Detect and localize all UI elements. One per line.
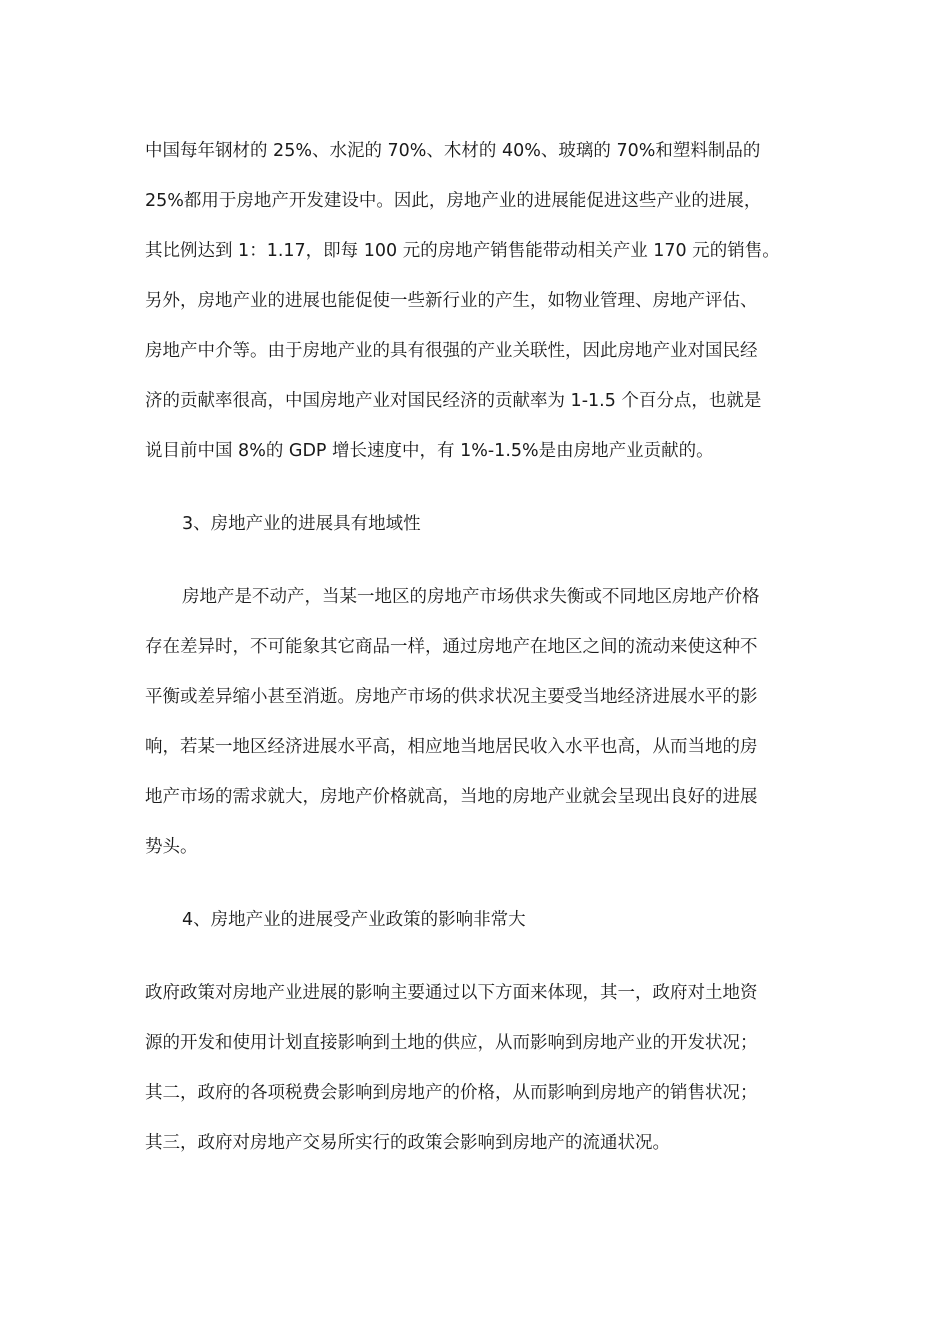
text-line: 25%都用于房地产开发建设中。因此，房地产业的进展能促进这些产业的进展，: [145, 191, 762, 211]
text-line: 济的贡献率很高，中国房地产业对国民经济的贡献率为 1-1.5 个百分点，也就是: [145, 391, 762, 411]
section-heading-regionality: 3、房地产业的进展具有地域性: [182, 514, 421, 534]
text-line: 响，若某一地区经济进展水平高，相应地当地居民收入水平也高，从而当地的房: [145, 737, 758, 757]
text-line: 势头。: [145, 837, 198, 857]
text-line: 其比例达到 1：1.17，即每 100 元的房地产销售能带动相关产业 170 元的销售。: [145, 241, 780, 261]
text-line: 地产市场的需求就大，房地产价格就高，当地的房地产业就会呈现出良好的进展: [145, 787, 758, 807]
text-line: 政府政策对房地产业进展的影响主要通过以下方面来体现，其一，政府对土地资: [145, 983, 758, 1003]
text-line: 房地产中介等。由于房地产业的具有很强的产业关联性，因此房地产业对国民经: [145, 341, 758, 361]
text-line: 存在差异时，不可能象其它商品一样，通过房地产在地区之间的流动来使这种不: [145, 637, 758, 657]
paragraph-industry-linkage: [145, 126, 825, 476]
paragraph-spacer: [145, 945, 825, 968]
paragraph-regionality: [145, 572, 825, 872]
paragraph-spacer: [145, 549, 825, 572]
paragraph-spacer: [145, 476, 825, 499]
text-line: 其二，政府的各项税费会影响到房地产的价格，从而影响到房地产的销售状况；: [145, 1083, 758, 1103]
paragraph-policy: [145, 968, 825, 1168]
paragraph-spacer: [145, 872, 825, 895]
text-line: 源的开发和使用计划直接影响到土地的供应，从而影响到房地产业的开发状况；: [145, 1033, 758, 1053]
text-line: 平衡或差异缩小甚至消逝。房地产市场的供求状况主要受当地经济进展水平的影: [145, 687, 758, 707]
document-body: [145, 126, 825, 1168]
text-line: 中国每年钢材的 25%、水泥的 70%、木材的 40%、玻璃的 70%和塑料制品的: [145, 141, 761, 161]
text-line: 其三，政府对房地产交易所实行的政策会影响到房地产的流通状况。: [145, 1133, 670, 1153]
text-line: 房地产是不动产，当某一地区的房地产市场供求失衡或不同地区房地产价格: [182, 587, 760, 607]
text-line: 说目前中国 8%的 GDP 增长速度中，有 1%-1.5%是由房地产业贡献的。: [145, 441, 714, 461]
text-line: 另外，房地产业的进展也能促使一些新行业的产生，如物业管理、房地产评估、: [145, 291, 758, 311]
section-heading-policy: 4、房地产业的进展受产业政策的影响非常大: [182, 910, 526, 930]
